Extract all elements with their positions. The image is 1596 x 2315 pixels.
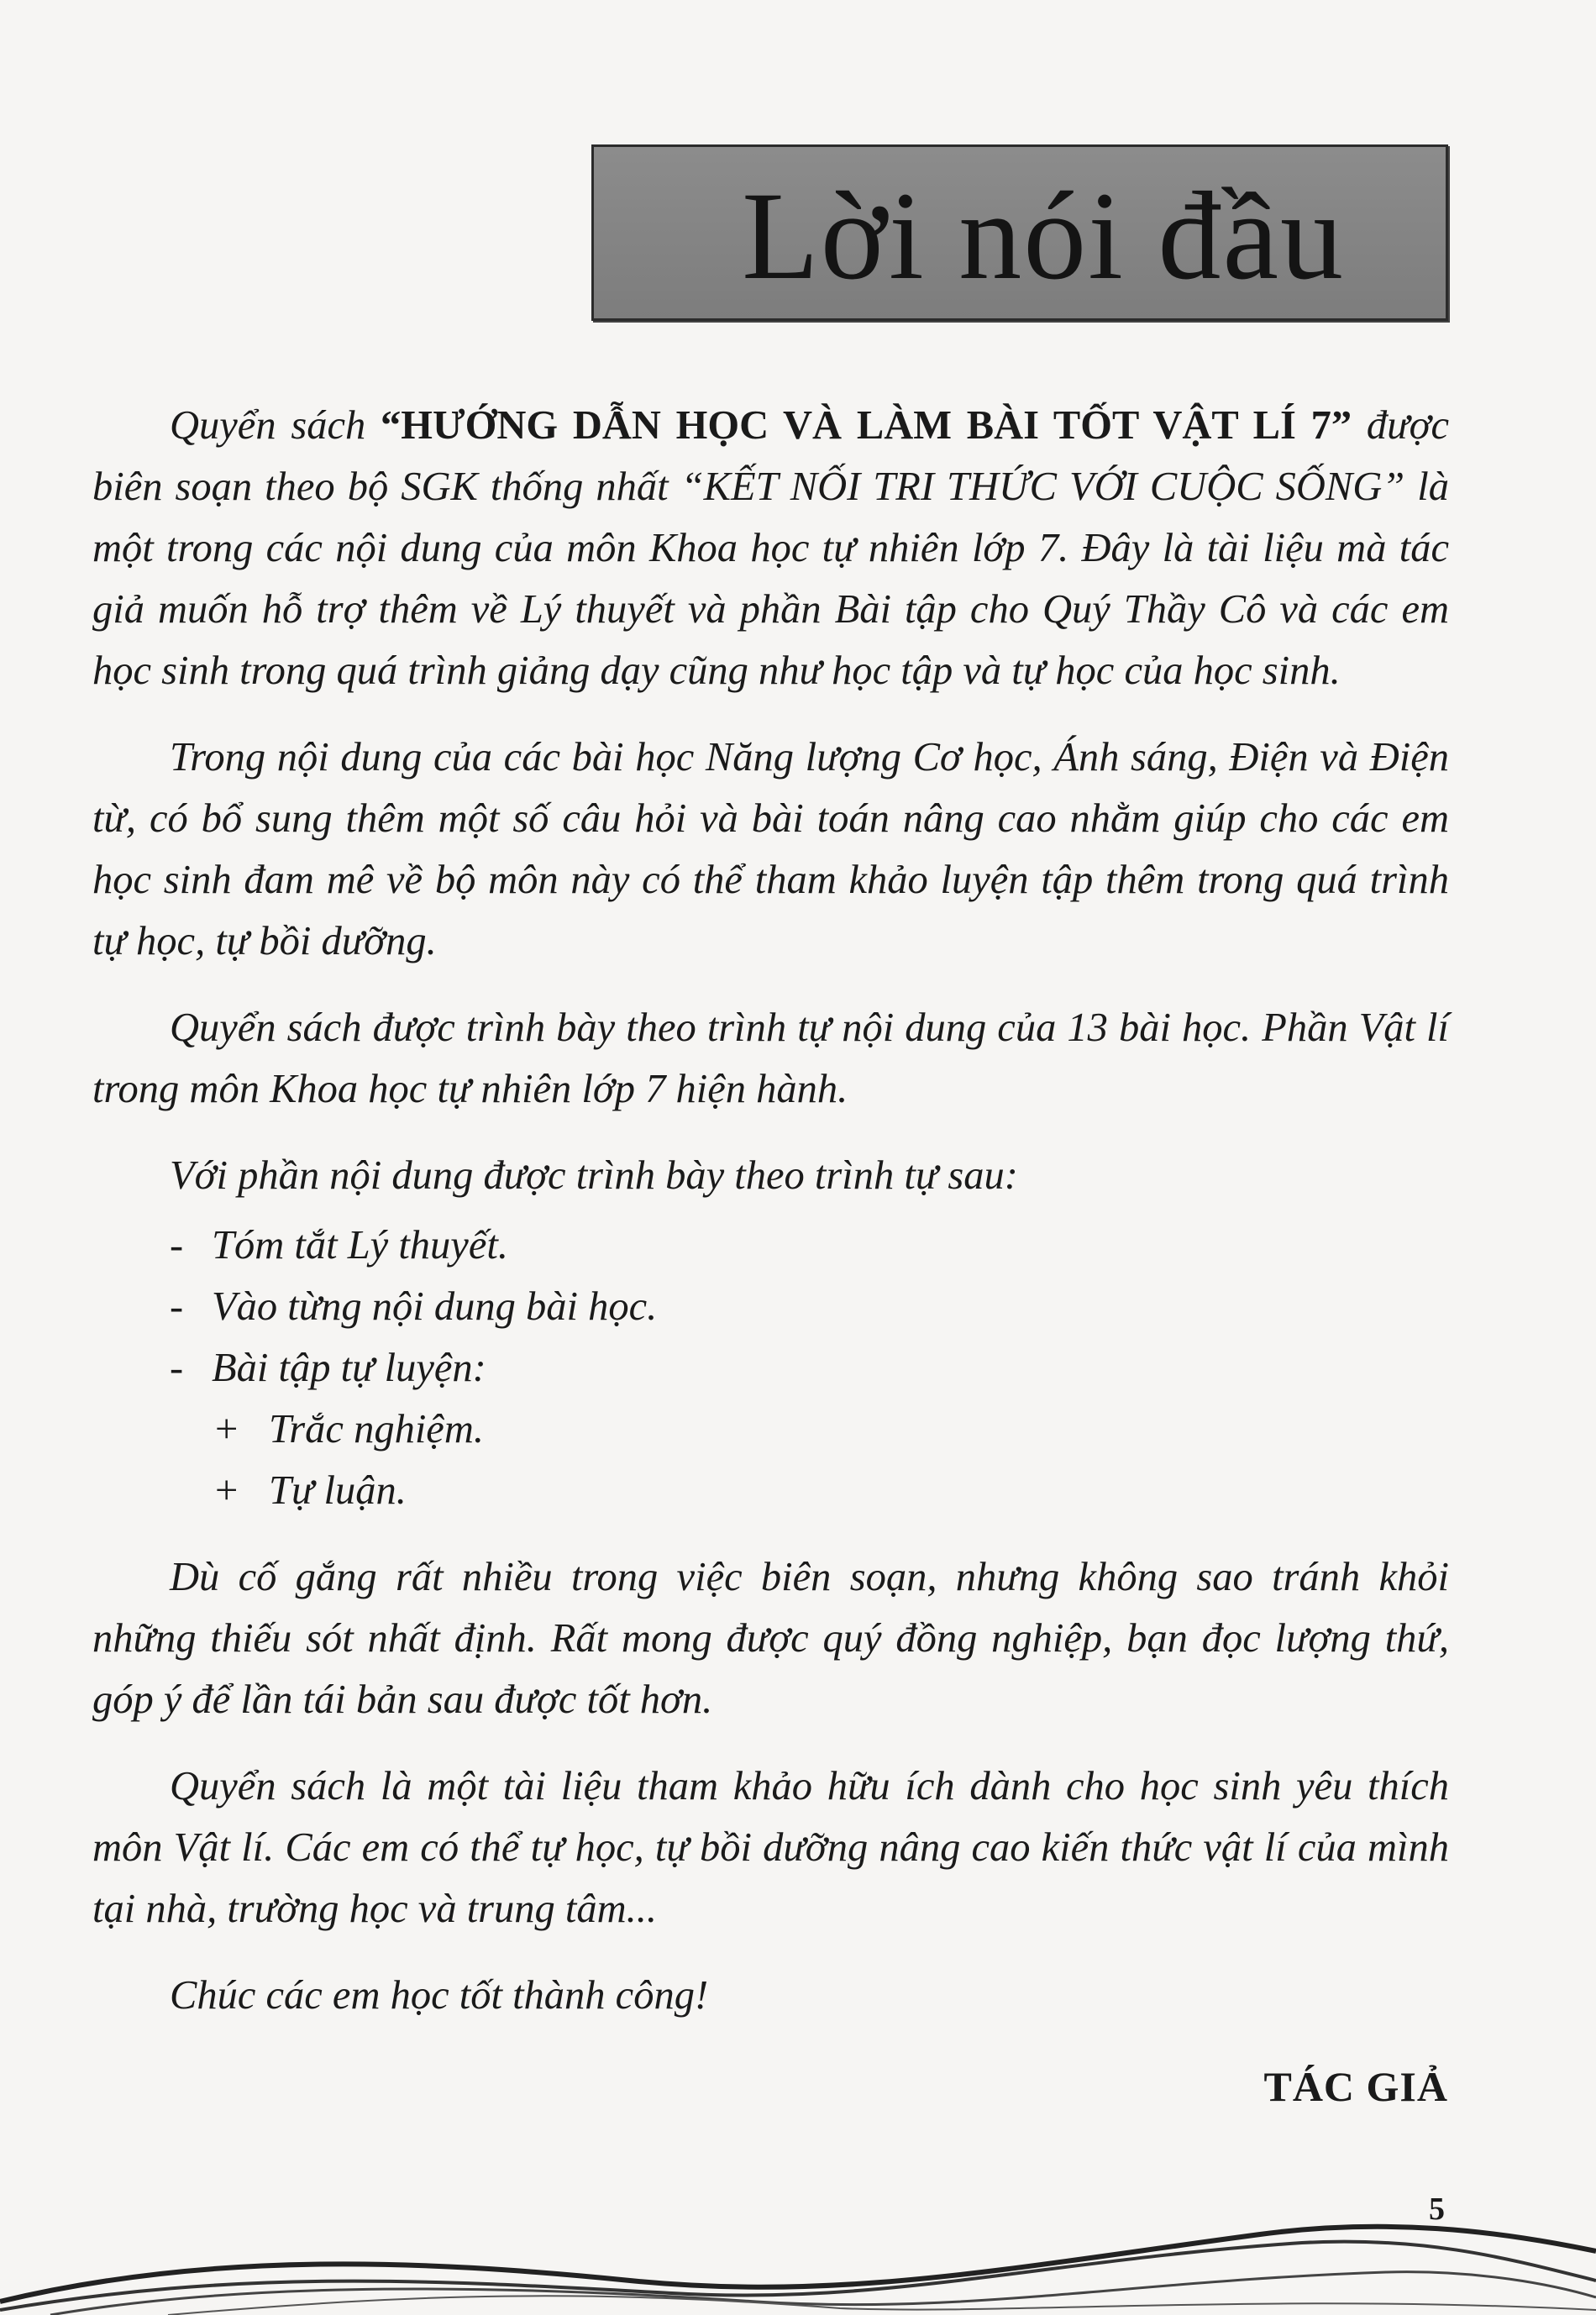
list-item-text: Vào từng nội dung bài học. bbox=[212, 1284, 658, 1329]
page-number: 5 bbox=[1429, 2192, 1445, 2227]
paragraph-order: Với phần nội dung được trình bày theo trình tự sau: bbox=[170, 1153, 1018, 1198]
list-item-text: Bài tập tự luyện: bbox=[212, 1346, 486, 1390]
sub-list-item bbox=[92, 1460, 1449, 1521]
title-banner bbox=[591, 144, 1448, 321]
plus-bullet: + bbox=[215, 1407, 239, 1451]
list-item bbox=[92, 1276, 1449, 1337]
paragraph-structure: Quyển sách được trình bày theo trình tự nội dung của 13 bài học. Phần Vật lí trong môn Khoa học tự nhiên lớp 7 hiện hành. bbox=[92, 1005, 1449, 1111]
paragraph-usefulness: Quyển sách là một tài liệu tham khảo hữu ích dành cho học sinh yêu thích môn Vật lí. Các em có thể tự học, tự bồi dưỡng nâng cao kiến thức vật lí của mình tại nhà, trường học và trung tâm... bbox=[92, 1764, 1449, 1931]
sub-list-item bbox=[92, 1399, 1449, 1460]
dash-bullet: - bbox=[170, 1346, 184, 1390]
paragraph-content: Trong nội dung của các bài học Năng lượng Cơ học, Ánh sáng, Điện và Điện từ, có bổ sung thêm một số câu hỏi và bài toán nâng cao nhằm giúp cho các em học sinh đam mê về bộ môn này có thể tham khảo luyện tập thêm trong quá trình tự học, tự bồi dưỡng. bbox=[92, 735, 1449, 963]
preface-body bbox=[92, 395, 1449, 2051]
wave-ornament bbox=[0, 2201, 1596, 2315]
intro-start: Quyển sách bbox=[170, 403, 381, 448]
list-item bbox=[92, 1337, 1449, 1399]
page-title: Lời nói đầu bbox=[742, 166, 1345, 306]
dash-bullet: - bbox=[170, 1284, 184, 1329]
list-item-text: Tóm tắt Lý thuyết. bbox=[212, 1223, 508, 1268]
paragraph-apology: Dù cố gắng rất nhiều trong việc biên soạn, nhưng không sao tránh khỏi những thiếu sót nhất định. Rất mong được quý đồng nghiệp, bạn đọc lượng thứ, góp ý để lần tái bản sau được tốt hơn. bbox=[92, 1555, 1449, 1722]
paragraph-intro bbox=[92, 395, 1449, 701]
contents-list bbox=[92, 1215, 1449, 1521]
paragraph-wishes: Chúc các em học tốt thành công! bbox=[170, 1973, 709, 2018]
dash-bullet: - bbox=[170, 1223, 184, 1268]
author-signature: TÁC GIẢ bbox=[1263, 2063, 1448, 2110]
sub-list-item-text: Trắc nghiệm. bbox=[269, 1407, 484, 1451]
plus-bullet: + bbox=[215, 1468, 239, 1513]
intro-end: được biên soạn theo bộ SGK thống nhất “KẾT NỐI TRI THỨC VỚI CUỘC SỐNG” là một trong các nội dung của môn Khoa học tự nhiên lớp 7. Đây là tài liệu mà tác giả muốn hỗ trợ thêm về Lý thuyết và phần Bài tập cho Quý Thầy Cô và các em học sinh trong quá trình giảng dạy cũng như học tập và tự học của học sinh. bbox=[92, 403, 1450, 693]
book-title: “HƯỚNG DẪN HỌC VÀ LÀM BÀI TỐT VẬT LÍ 7” bbox=[381, 403, 1352, 448]
list-item bbox=[92, 1215, 1449, 1276]
sub-list-item-text: Tự luận. bbox=[269, 1468, 407, 1513]
